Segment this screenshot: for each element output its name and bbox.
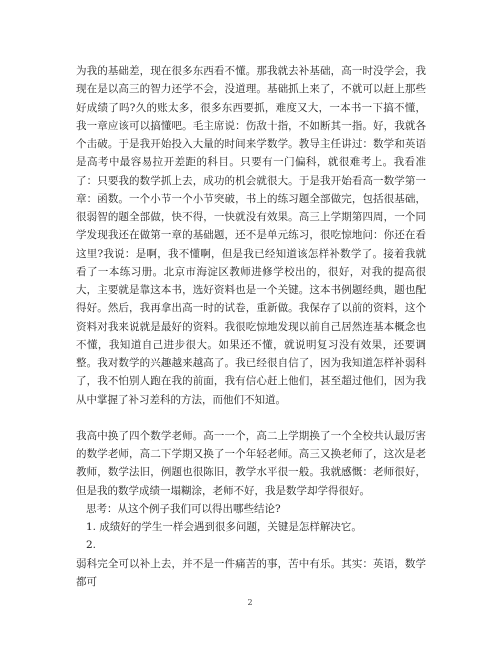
body-paragraph-1: 为我的基础差，现在很多东西看不懂。那我就去补基础，高一时没学会，我现在是以高三的智力还学不会，没道理。基础抓上来了，不就可以赶上那些好成绩了吗?久的账太多，很多东西要抓，难度又大，一本书一下搞不懂，我一章应该可以搞懂吧。毛主席说：伤敌十指，不如断其一指。好，我就各个击破。于是我开始投入大量的时间来学数学。教导主任讲过：数学和英语是高考中最容易拉开差距的科目。只要有一门偏科，就很难考上。我看准了：只要我的数学抓上去，成功的机会就很大。于是我开始看高一数学第一章：函数。一个小节一个小节突破，书上的练习题全部做完，包括很基础，很弱智的题全部做，快不得，一快就没有效果。高三上学期第四周，一个同学发现我还在做第一章的基础题，还不是单元练习，很吃惊地问：你还在看这里?我说：是啊，我不懂啊，但是我已经知道该怎样补数学了。接着我就看了一本练习册。北京市海淀区教师进修学校出的，很好，对我的提高很大，主要就是靠这本书，选好资料也是一个关键。这本书例题经典，题也配得好。然后，我再拿出高一时的试卷，重新做。我保存了以前的资料，这个资料对我来说就是最好的资料。我很吃惊地发现以前自己居然连基本概念也不懂，我知道自己进步很大。如果还不懂，就说明复习没有效果，还要调整。我对数学的兴趣越来越高了。我已经很自信了，因为我知道怎样补弱科了，我不怕别人跑在我的前面，我有信心赶上他们，甚至超过他们，因为我从中掌握了补习差科的方法，而他们不知道。: [76, 65, 426, 406]
body-paragraph-2: 我高中换了四个数学老师。高一一个，高二上学期换了一个全校共认最厉害的数学老师，高二下学期又换了一个年轻老师。高三又换老师了，这次是老教师，数学法旧，例题也很陈旧，教学水平很一般。我就感慨：老师很好，但是我的数学成绩一塌糊涂，老师不好，我是数学却学得很好。: [76, 429, 426, 497]
conclusion-item-1: 1. 成绩好的学生一样会遇到很多问题，关键是怎样解决它。: [86, 521, 362, 533]
body-paragraph-3: 弱科完全可以补上去，并不是一件痛苦的事，苦中有乐。其实：英语，数学都可: [76, 557, 426, 588]
conclusion-item-2: 2.: [86, 539, 97, 552]
question-line: 思考：从这个例子我们可以得出哪些结论?: [86, 502, 281, 515]
document-body: [76, 62, 426, 591]
page-number: 2: [247, 598, 253, 607]
